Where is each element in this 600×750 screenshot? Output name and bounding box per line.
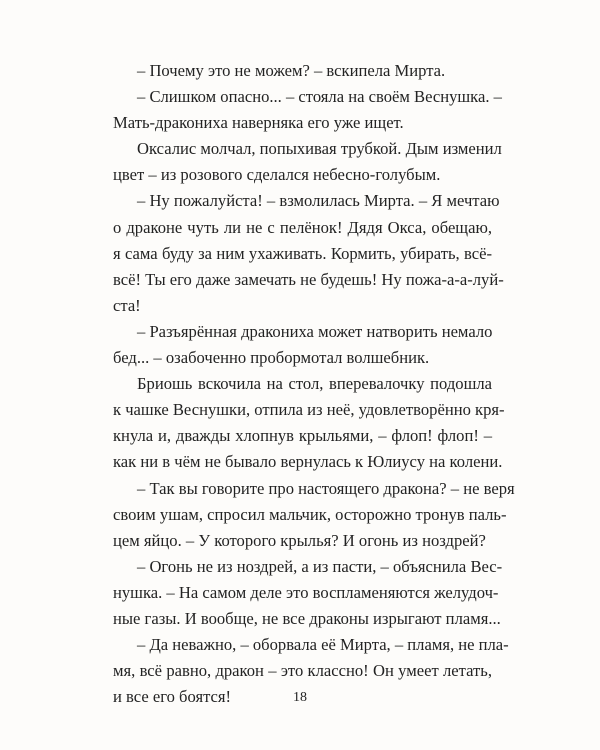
text-line: – Ну пожалуйста! – взмолилась Мирта. – Я мечтаю: [137, 191, 500, 211]
text-line: – Слишком опасно... – стояла на своём Веснушка. –: [137, 87, 502, 107]
text-line: всё! Ты его даже замечать не будешь! Ну пожа-а-а-луй-: [113, 269, 504, 289]
text-line: Оксалис молчал, попыхивая трубкой. Дым изменил: [137, 139, 502, 159]
text-line: – Огонь не из ноздрей, а из пасти, – объяснила Вес-: [137, 556, 503, 576]
text-line: и все его боятся!: [113, 687, 232, 707]
text-line: кнула и, дважды хлопнув крыльями, – флоп! флоп! –: [113, 426, 492, 446]
text-line: своим ушам, спросил мальчик, осторожно тронув паль-: [113, 504, 507, 524]
body-text: [113, 58, 515, 710]
text-line: – Да неважно, – оборвала её Мирта, – пламя, не пла-: [137, 635, 509, 655]
page-number: 18: [293, 690, 307, 705]
text-line: ста!: [113, 295, 141, 315]
text-line: ные газы. И вообще, не все драконы изрыгают пламя...: [113, 608, 501, 628]
text-line: Бриошь вскочила на стол, вперевалочку подошла: [137, 374, 492, 394]
text-line: как ни в чём не бывало вернулась к Юлиусу на колени.: [113, 452, 503, 472]
text-line: – Почему это не можем? – вскипела Мирта.: [137, 61, 446, 80]
text-line: нушка. – На самом деле это воспламеняются желудоч-: [113, 582, 499, 602]
text-line: – Разъярённая дракониха может натворить немало: [137, 321, 493, 341]
text-line: мя, всё равно, дракон – это классно! Он умеет летать,: [113, 661, 492, 681]
text-line: о драконе чуть ли не с пелёнок! Дядя Окса, обещаю,: [113, 217, 492, 237]
text-line: бед... – озабоченно пробормотал волшебник.: [113, 348, 430, 368]
text-line: – Так вы говорите про настоящего дракона? – не веря: [137, 478, 515, 498]
text-line: цвет – из розового сделался небесно-голубым.: [113, 165, 441, 185]
text-line: к чашке Веснушки, отпила из неё, удовлетворённо кря-: [113, 400, 505, 420]
text-line: я сама буду за ним ухаживать. Кормить, убирать, всё-: [113, 243, 492, 263]
text-line: цем яйцо. – У которого крылья? И огонь из ноздрей?: [113, 530, 486, 550]
text-line: Мать-дракониха наверняка его уже ищет.: [113, 113, 404, 133]
